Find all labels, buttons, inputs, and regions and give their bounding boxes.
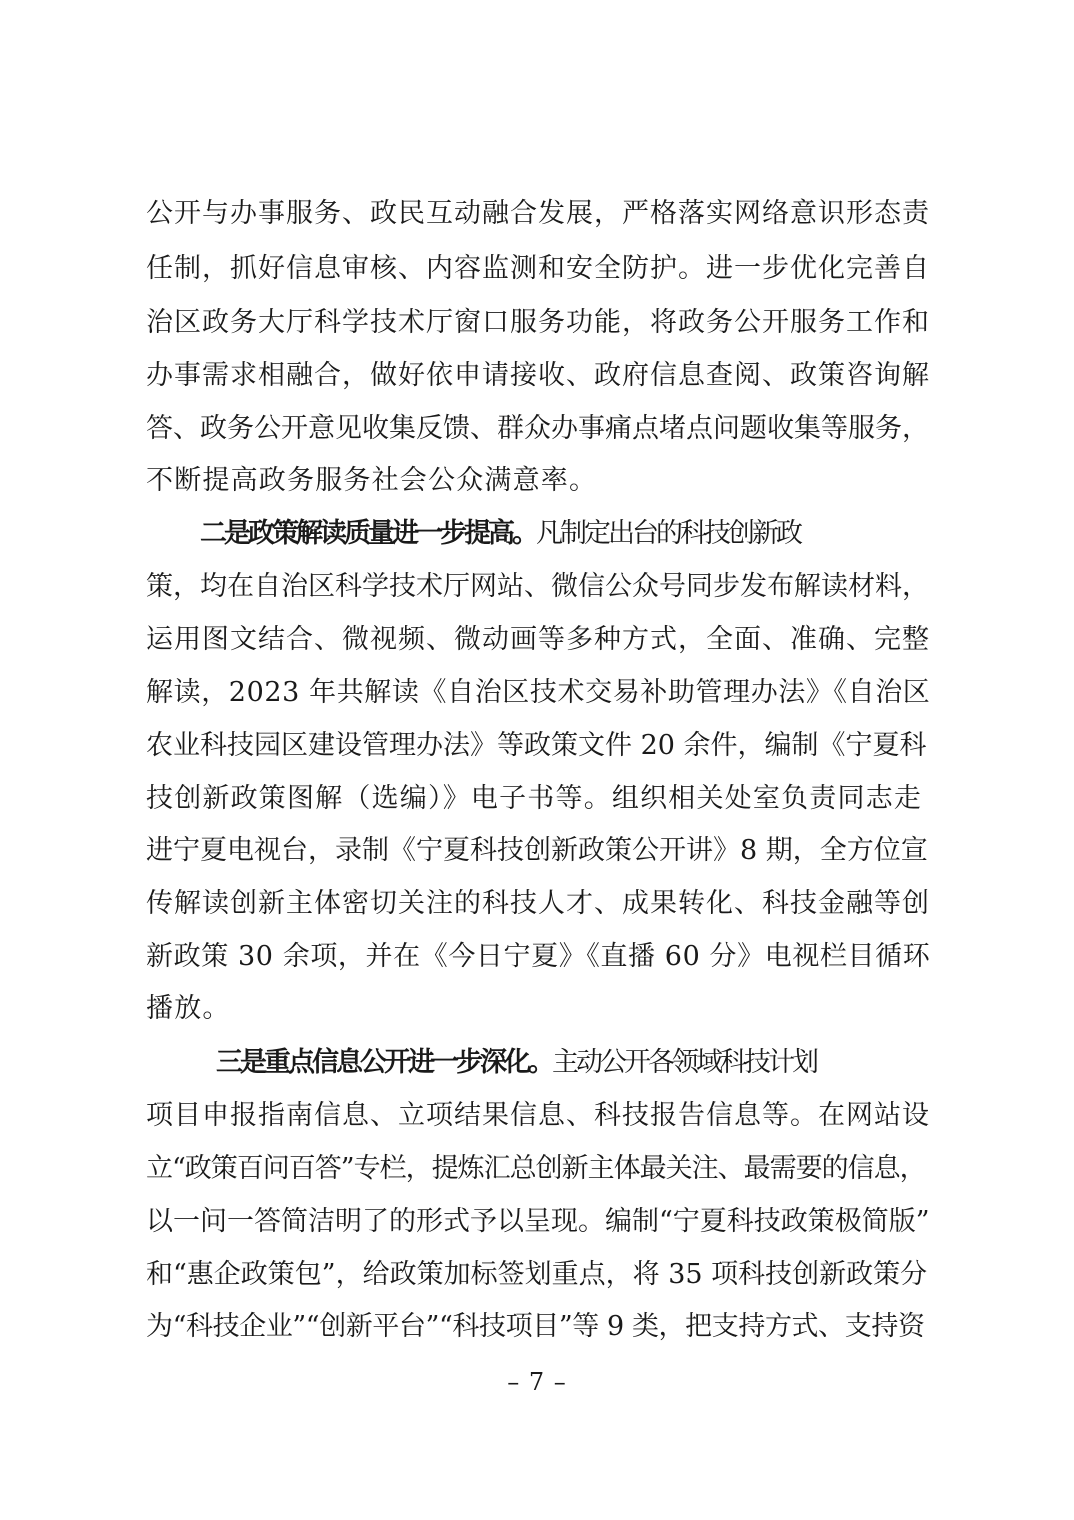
paragraph-3-line: 立“政策百问百答”专栏，提炼汇总创新主体最关注、最需要的信息， (146, 1153, 926, 1184)
paragraph-2-line: 解读，2023 年共解读《自治区技术交易补助管理办法》《自治区 (146, 677, 931, 708)
paragraph-2-line: 策，均在自治区科学技术厅网站、微信公众号同步发布解读材料， (146, 571, 929, 602)
paragraph-2-line: 运用图文结合、微视频、微动画等多种方式，全面、准确、完整 (146, 624, 930, 655)
paragraph-3-line: 为“科技企业”“创新平台”“科技项目”等 9 类，把支持方式、支持资 (146, 1311, 925, 1342)
paragraph-1-line: 不断提高政务服务社会公众满意率。 (146, 465, 598, 496)
paragraph-1-line: 办事需求相融合，做好依申请接收、政府信息查阅、政策咨询解 (146, 360, 930, 391)
paragraph-1-line: 公开与办事服务、政民互动融合发展，严格落实网络意识形态责 (146, 198, 930, 229)
paragraph-2-heading: 二是政策解读质量进一步提高。 (200, 518, 536, 549)
paragraph-3-line: 和“惠企政策包”，给政策加标签划重点，将 35 项科技创新政策分 (146, 1259, 928, 1290)
paragraph-2-first-line-text: 凡制定出台的科技创新政 (536, 518, 800, 549)
paragraph-1-line: 答、政务公开意见收集反馈、群众办事痛点堵点问题收集等服务， (146, 413, 929, 444)
paragraph-3-first-line-text: 主动公开各领域科技计划 (552, 1047, 816, 1078)
paragraph-2-line: 新政策 30 余项，并在《今日宁夏》《直播 60 分》电视栏目循环 (146, 941, 931, 972)
paragraph-3-line: 以一问一答简洁明了的形式予以呈现。编制“宁夏科技政策极简版” (146, 1206, 930, 1237)
paragraph-3-heading: 三是重点信息公开进一步深化。 (216, 1047, 552, 1078)
paragraph-3-first-line (216, 1045, 996, 1081)
paragraph-2-line: 传解读创新主体密切关注的科技人才、成果转化、科技金融等创 (146, 888, 930, 919)
paragraph-2-line: 技创新政策图解（选编）》电子书等。组织相关处室负责同志走 (146, 783, 923, 814)
paragraph-2-first-line (200, 516, 980, 552)
paragraph-2-line: 进宁夏电视台，录制《宁夏科技创新政策公开讲》8 期，全方位宣 (146, 835, 928, 866)
paragraph-2-line: 播放。 (146, 993, 231, 1024)
paragraph-1-line: 任制，抓好信息审核、内容监测和安全防护。进一步优化完善自 (146, 253, 930, 284)
paragraph-2-line: 农业科技园区建设管理办法》等政策文件 20 余件，编制《宁夏科 (146, 730, 927, 761)
paragraph-3-line: 项目申报指南信息、立项结果信息、科技报告信息等。在网站设 (146, 1100, 930, 1131)
paragraph-1-line: 治区政务大厅科学技术厅窗口服务功能，将政务公开服务工作和 (146, 307, 930, 338)
page-number: – 7 – (507, 1368, 567, 1396)
